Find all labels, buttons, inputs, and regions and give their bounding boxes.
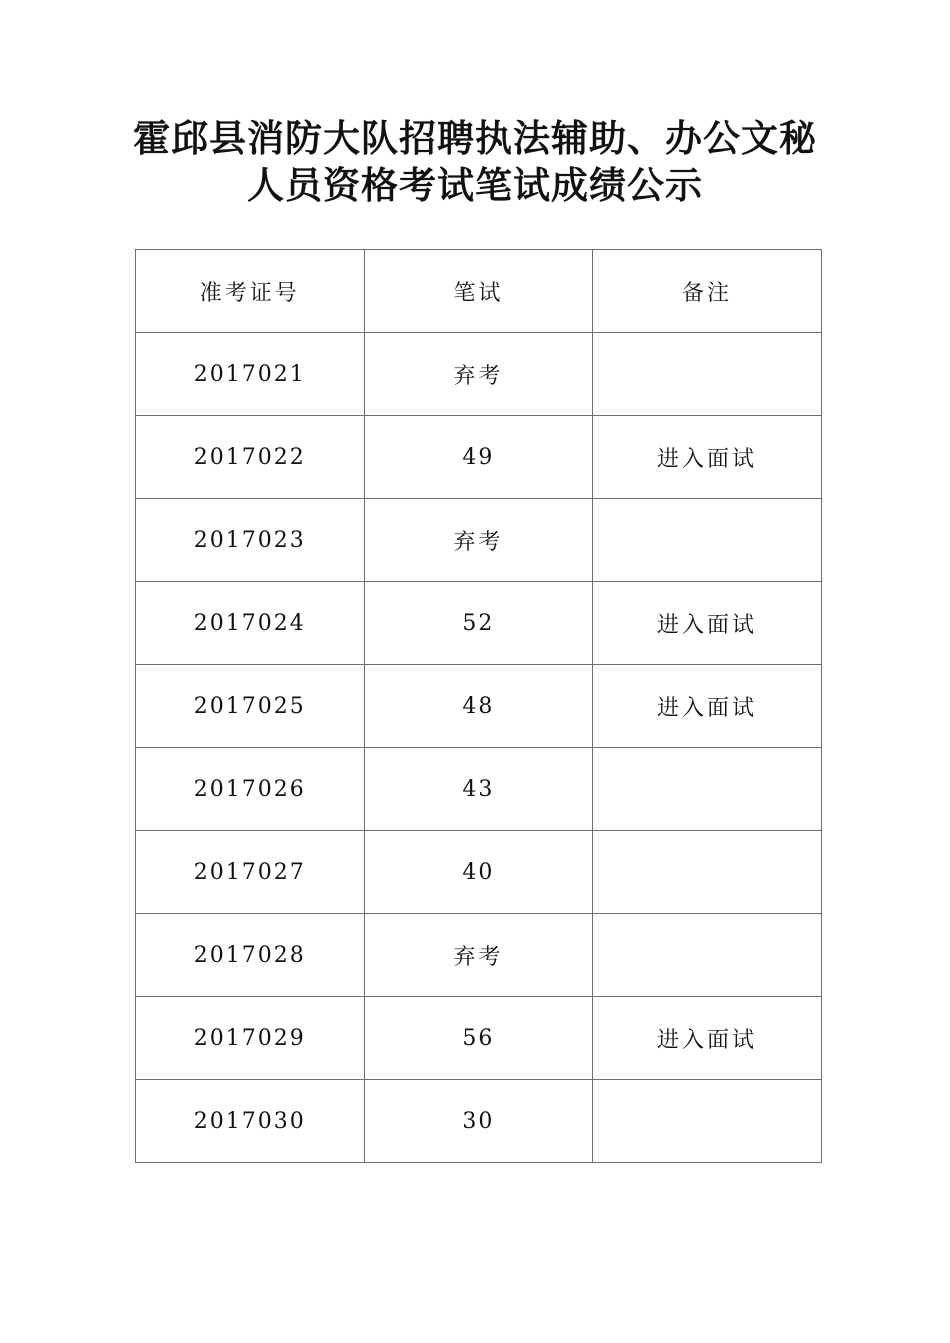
- cell-exam-id: 2017022: [136, 416, 365, 499]
- cell-exam-id: 2017030: [136, 1080, 365, 1163]
- table-row: [136, 499, 822, 582]
- table-row: [136, 997, 822, 1080]
- cell-exam-id: 2017025: [136, 665, 365, 748]
- table-row: [136, 333, 822, 416]
- cell-score: 弃考: [364, 333, 593, 416]
- cell-score: 52: [364, 582, 593, 665]
- cell-note: [593, 1080, 822, 1163]
- cell-score: 56: [364, 997, 593, 1080]
- cell-note: 进入面试: [593, 416, 822, 499]
- table-row: [136, 914, 822, 997]
- cell-exam-id: 2017028: [136, 914, 365, 997]
- cell-exam-id: 2017021: [136, 333, 365, 416]
- cell-score: 48: [364, 665, 593, 748]
- cell-note: [593, 831, 822, 914]
- table-row: [136, 748, 822, 831]
- header-written-score: 笔试: [364, 250, 593, 333]
- table-row: [136, 582, 822, 665]
- cell-note: 进入面试: [593, 665, 822, 748]
- page-title-line-1: 霍邱县消防大队招聘执法辅助、办公文秘: [133, 116, 817, 160]
- cell-exam-id: 2017027: [136, 831, 365, 914]
- cell-score: 弃考: [364, 914, 593, 997]
- table-header-row: [136, 250, 822, 333]
- cell-exam-id: 2017029: [136, 997, 365, 1080]
- table-row: [136, 1080, 822, 1163]
- header-exam-id: 准考证号: [136, 250, 365, 333]
- page-title-line-2: 人员资格考试笔试成绩公示: [247, 163, 703, 207]
- cell-score: 49: [364, 416, 593, 499]
- cell-note: [593, 748, 822, 831]
- cell-exam-id: 2017023: [136, 499, 365, 582]
- cell-note: [593, 914, 822, 997]
- score-table: [135, 249, 822, 1163]
- cell-note: 进入面试: [593, 997, 822, 1080]
- cell-note: [593, 333, 822, 416]
- cell-score: 30: [364, 1080, 593, 1163]
- cell-score: 43: [364, 748, 593, 831]
- table-row: [136, 831, 822, 914]
- cell-score: 弃考: [364, 499, 593, 582]
- cell-score: 40: [364, 831, 593, 914]
- cell-exam-id: 2017024: [136, 582, 365, 665]
- cell-note: 进入面试: [593, 582, 822, 665]
- table-row: [136, 416, 822, 499]
- table-row: [136, 665, 822, 748]
- header-remarks: 备注: [593, 250, 822, 333]
- cell-exam-id: 2017026: [136, 748, 365, 831]
- cell-note: [593, 499, 822, 582]
